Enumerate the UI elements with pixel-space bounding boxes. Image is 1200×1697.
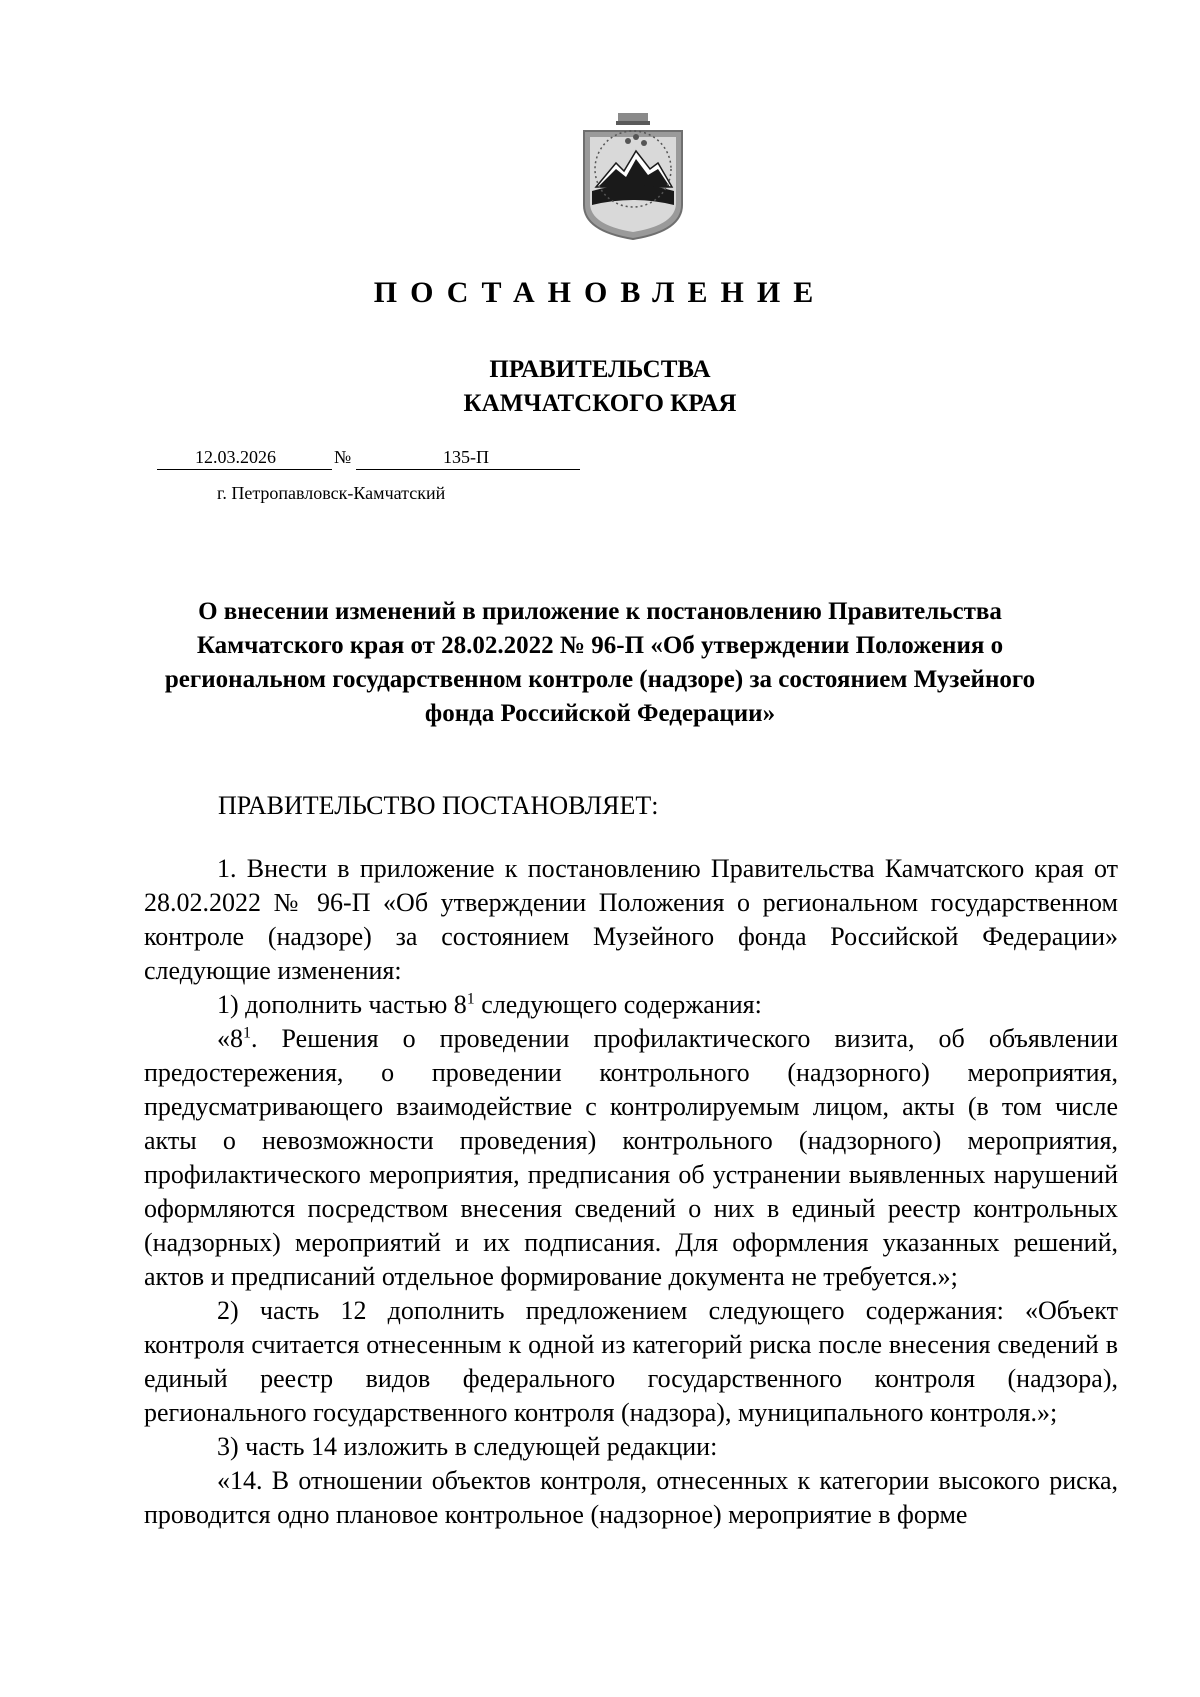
document-date: 12.03.2026 [195,447,276,467]
document-subject: О внесении изменений в приложение к постановлению Правительства Камчатского края от 28.02.2022 № 96-П «Об утверждении Положения о региональном государственном контроле (надзоре) за состоянием Музейного фонда Российской Федерации» [164,598,1036,727]
body-paragraph-2: 1) дополнить частью $8^1$ следующего содержания: [217,990,762,1019]
document-type-title: ПОСТАНОВЛЕНИЕ [373,276,827,309]
issuer-line-1: ПРАВИТЕЛЬСТВА [489,356,711,383]
document-city: г. Петропавловск-Камчатский [217,483,446,503]
kamchatka-coat-of-arms-icon [580,113,686,240]
body-paragraph-4: 2) часть 12 дополнить предложением следующего содержания: «Объект контроля считается отнесенным к одной из категорий риска после внесения сведений в единый реестр видов федерального государственного контроля (надзора), регионального государственного контроля (надзора), муниципального контроля.»; [144,1296,1118,1427]
body-paragraph-3: «$8^1$. Решения о проведении профилактического визита, об объявлении предостережения, о проведении контрольного (надзорного) мероприятия, предусматривающего взаимодействие с контролируемым лицом, акты (в том числе акты о невозможности проведения) контрольного (надзорного) мероприятия, профилактического мероприятия, предписания об устранении выявленных нарушений оформляются посредством внесения сведений о них в единый реестр контрольных (надзорных) мероприятий и их подписания. Для оформления указанных решений, актов и предписаний отдельное формирование документа не требуется.»; [144,1024,1118,1291]
resolves-heading: ПРАВИТЕЛЬСТВО ПОСТАНОВЛЯЕТ: [218,791,659,820]
number-sign: № [334,447,352,467]
body-paragraph-1: 1. Внести в приложение к постановлению Правительства Камчатского края от 28.02.2022 № 96-П «Об утверждении Положения о региональном государственном контроле (надзоре) за состоянием Музейного фонда Российской Федерации» следующие изменения: [144,854,1118,985]
body-paragraph-6: «14. В отношении объектов контроля, отнесенных к категории высокого риска, проводится одно плановое контрольное (надзорное) мероприятие в форме [144,1466,1118,1529]
number-underline [356,469,580,470]
date-underline [157,469,332,470]
issuer-line-2: КАМЧАТСКОГО КРАЯ [463,390,737,417]
body-paragraph-5: 3) часть 14 изложить в следующей редакции: [217,1432,718,1461]
document-number: 135-П [443,447,489,467]
document-body [144,852,1118,1532]
